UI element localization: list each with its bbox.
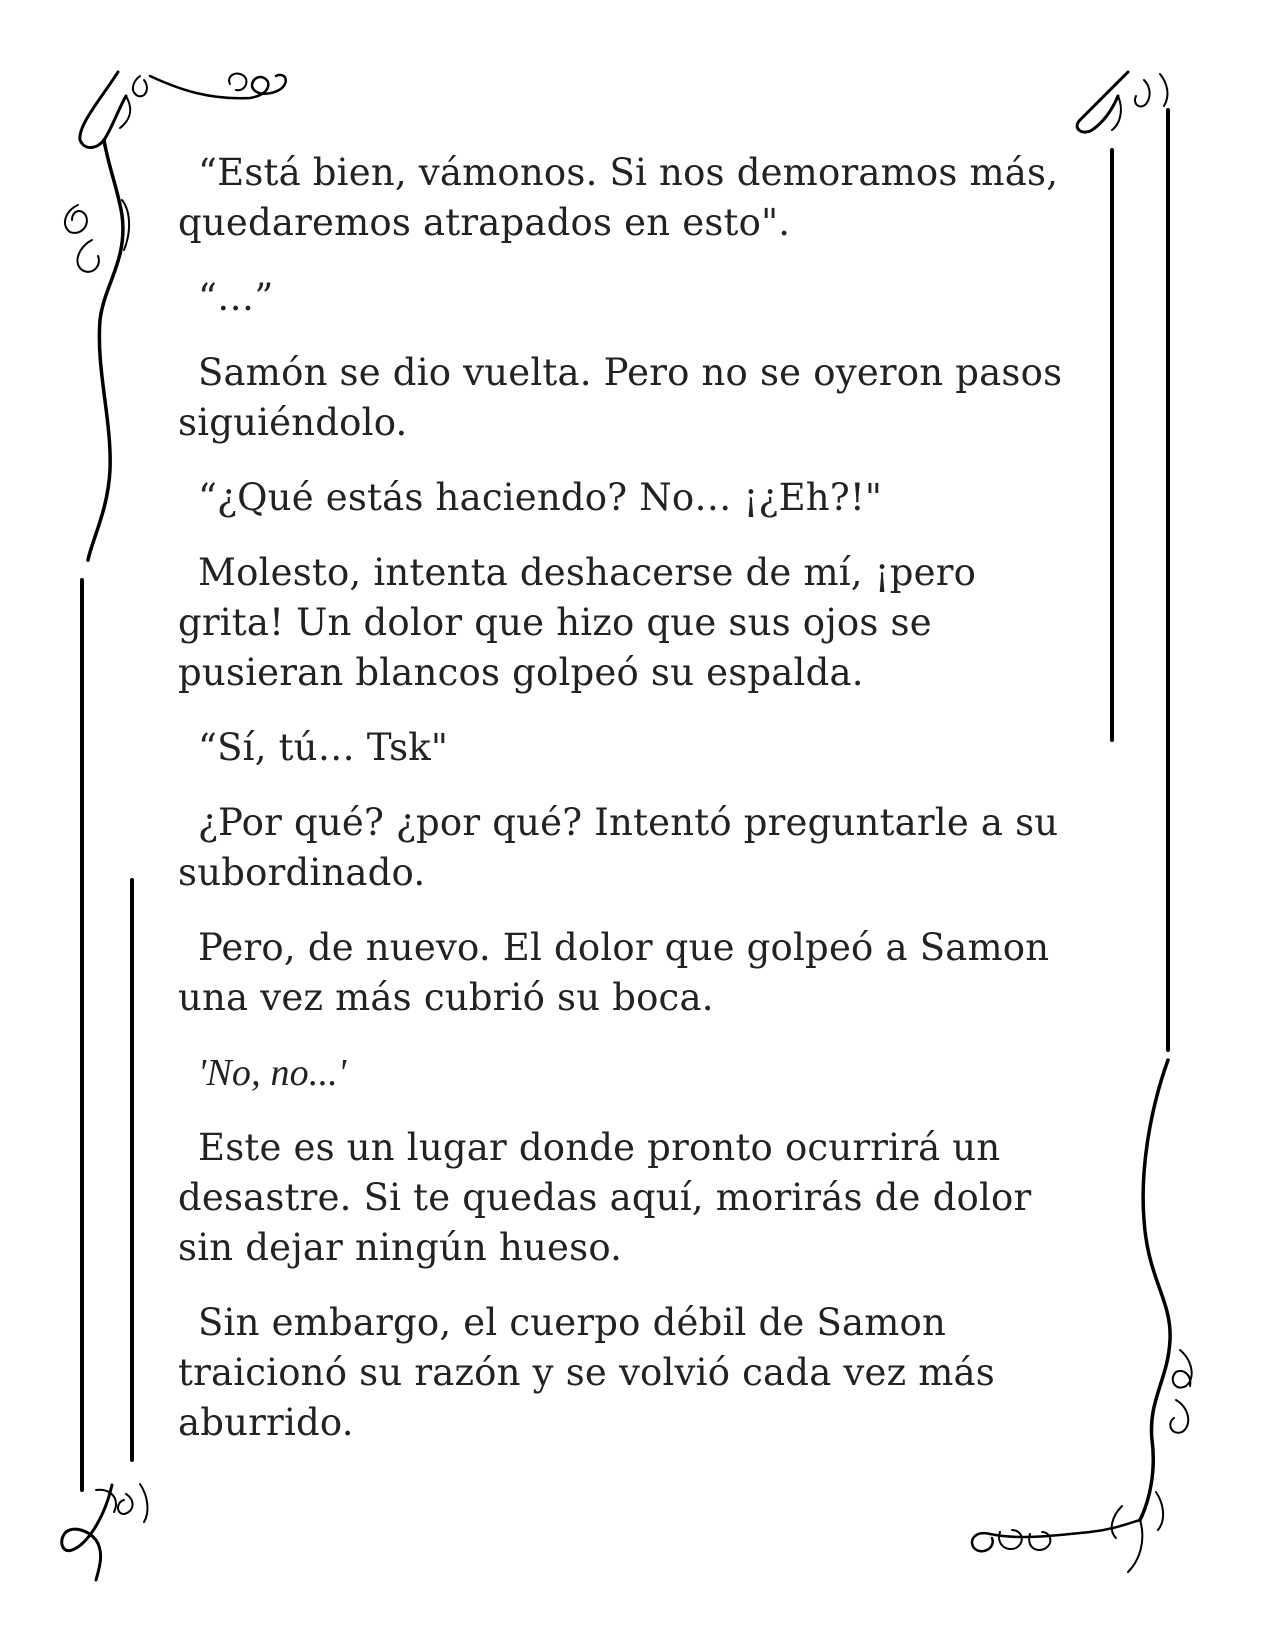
paragraph-9-thought: 'No, no...' xyxy=(198,1052,347,1094)
paragraph-6: “Sí, tú… Tsk" xyxy=(198,726,449,769)
paragraph-2: “…” xyxy=(198,276,274,319)
flourish-top-right-icon xyxy=(1077,72,1167,132)
flourish-bottom-left-icon xyxy=(62,1484,148,1580)
paragraph-10: Este es un lugar donde pronto ocurrirá un desastre. Si te quedas aquí, morirás de dolor sin dejar ningún hueso. xyxy=(178,1126,1032,1269)
paragraph-1: “Está bien, vámonos. Si nos demoramos más, quedaremos atrapados en esto". xyxy=(178,151,1059,244)
paragraph-8: Pero, de nuevo. El dolor que golpeó a Samon una vez más cubrió su boca. xyxy=(178,926,1050,1019)
paragraph-3: Samón se dio vuelta. Pero no se oyeron pasos siguiéndolo. xyxy=(178,351,1063,444)
paragraph-4: “¿Qué estás haciendo? No… ¡¿Eh?!" xyxy=(198,476,883,519)
paragraph-7: ¿Por qué? ¿por qué? Intentó preguntarle a su subordinado. xyxy=(178,801,1059,894)
paragraph-11: Sin embargo, el cuerpo débil de Samon traicionó su razón y se volvió cada vez más aburrido. xyxy=(178,1301,995,1444)
chapter-text xyxy=(178,148,1078,1473)
paragraph-5: Molesto, intenta deshacerse de mí, ¡pero grita! Un dolor que hizo que sus ojos se pusieran blancos golpeó su espalda. xyxy=(178,551,977,694)
